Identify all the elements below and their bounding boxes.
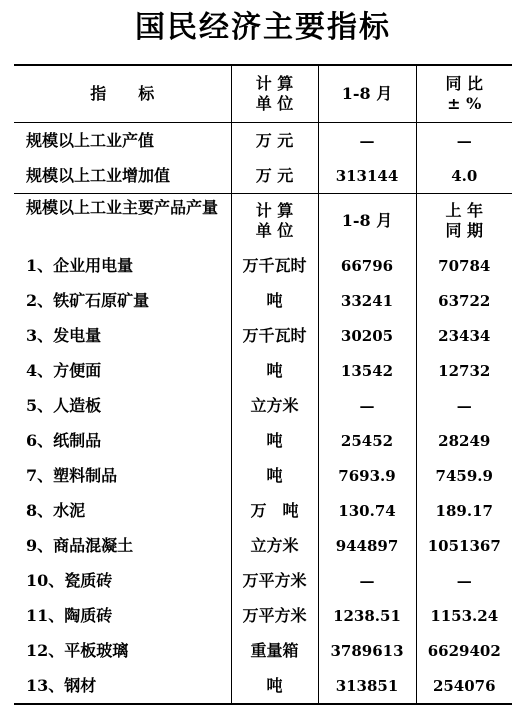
products-header-prev bbox=[416, 194, 512, 249]
table-header-row bbox=[14, 65, 512, 123]
product-name: 12、平板玻璃 bbox=[14, 633, 231, 668]
product-value: 130.74 bbox=[318, 493, 416, 528]
product-value: 13542 bbox=[318, 353, 416, 388]
header-yoy-line2: ± % bbox=[447, 94, 482, 113]
header-period: 1-8 月 bbox=[318, 65, 416, 123]
table-row bbox=[14, 563, 512, 598]
product-value: 1238.51 bbox=[318, 598, 416, 633]
table-row bbox=[14, 633, 512, 668]
product-unit: 立方米 bbox=[231, 528, 318, 563]
indicator-unit: 万 元 bbox=[231, 123, 318, 159]
summary-row bbox=[14, 158, 512, 194]
product-unit: 吨 bbox=[231, 423, 318, 458]
product-value: 7693.9 bbox=[318, 458, 416, 493]
product-value: 33241 bbox=[318, 283, 416, 318]
indicator-yoy: — bbox=[416, 123, 512, 159]
product-name: 1、企业用电量 bbox=[14, 248, 231, 283]
table-row bbox=[14, 493, 512, 528]
product-value: 30205 bbox=[318, 318, 416, 353]
product-value: 25452 bbox=[318, 423, 416, 458]
product-prev: 1051367 bbox=[427, 536, 501, 555]
product-prev: 23434 bbox=[438, 326, 491, 345]
product-name: 4、方便面 bbox=[14, 353, 231, 388]
product-prev: 70784 bbox=[438, 256, 491, 275]
products-header-name: 规模以上工业主要产品产量 bbox=[14, 194, 231, 249]
product-prev: 7459.9 bbox=[435, 466, 493, 485]
product-prev: 63722 bbox=[438, 291, 491, 310]
product-unit: 吨 bbox=[231, 353, 318, 388]
product-prev: — bbox=[456, 571, 472, 590]
products-header-unit-line1: 计 算 bbox=[255, 201, 294, 220]
indicator-name: 规模以上工业增加值 bbox=[14, 158, 231, 194]
indicator-value: 313144 bbox=[318, 158, 416, 194]
product-name: 13、钢材 bbox=[14, 668, 231, 704]
product-prev: — bbox=[456, 396, 472, 415]
product-value: 313851 bbox=[318, 668, 416, 704]
product-name: 8、水泥 bbox=[14, 493, 231, 528]
products-header-period: 1-8 月 bbox=[318, 194, 416, 249]
product-unit: 万平方米 bbox=[231, 563, 318, 598]
product-value: 66796 bbox=[318, 248, 416, 283]
header-unit-line1: 计 算 bbox=[255, 74, 294, 93]
product-value: 3789613 bbox=[318, 633, 416, 668]
product-unit: 万平方米 bbox=[231, 598, 318, 633]
product-unit: 吨 bbox=[231, 283, 318, 318]
product-value: — bbox=[318, 563, 416, 598]
product-name: 10、瓷质砖 bbox=[14, 563, 231, 598]
header-yoy bbox=[416, 65, 512, 123]
products-header-prev-line1: 上 年 bbox=[445, 201, 484, 220]
page-title: 国民经济主要指标 bbox=[135, 10, 391, 45]
indicator-name: 规模以上工业产值 bbox=[14, 123, 231, 159]
indicators-table bbox=[14, 64, 512, 705]
product-unit: 万 吨 bbox=[231, 493, 318, 528]
products-header-unit bbox=[231, 194, 318, 249]
product-unit: 万千瓦时 bbox=[231, 248, 318, 283]
header-unit bbox=[231, 65, 318, 123]
table-row bbox=[14, 528, 512, 563]
table-row bbox=[14, 248, 512, 283]
product-name: 2、铁矿石原矿量 bbox=[14, 283, 231, 318]
product-name: 7、塑料制品 bbox=[14, 458, 231, 493]
product-name: 6、纸制品 bbox=[14, 423, 231, 458]
table-row bbox=[14, 353, 512, 388]
table-row bbox=[14, 283, 512, 318]
product-unit: 立方米 bbox=[231, 388, 318, 423]
table-row bbox=[14, 318, 512, 353]
product-unit: 吨 bbox=[231, 458, 318, 493]
indicator-value: — bbox=[318, 123, 416, 159]
products-header-row bbox=[14, 194, 512, 249]
product-unit: 重量箱 bbox=[231, 633, 318, 668]
product-name: 9、商品混凝土 bbox=[14, 528, 231, 563]
product-prev: 12732 bbox=[438, 361, 491, 380]
summary-row bbox=[14, 123, 512, 159]
table-row bbox=[14, 668, 512, 704]
header-unit-line2: 单 位 bbox=[255, 94, 294, 113]
product-prev: 1153.24 bbox=[430, 606, 499, 625]
product-prev: 6629402 bbox=[427, 641, 501, 660]
product-name: 3、发电量 bbox=[14, 318, 231, 353]
header-yoy-line1: 同 比 bbox=[445, 74, 484, 93]
product-prev: 189.17 bbox=[435, 501, 493, 520]
table-row bbox=[14, 423, 512, 458]
table-row bbox=[14, 458, 512, 493]
header-indicator: 指 标 bbox=[14, 65, 231, 123]
table-row bbox=[14, 388, 512, 423]
product-value: — bbox=[318, 388, 416, 423]
product-value: 944897 bbox=[318, 528, 416, 563]
indicator-unit: 万 元 bbox=[231, 158, 318, 194]
products-header-prev-line2: 同 期 bbox=[445, 221, 484, 240]
product-name: 5、人造板 bbox=[14, 388, 231, 423]
product-unit: 万千瓦时 bbox=[231, 318, 318, 353]
products-header-unit-line2: 单 位 bbox=[255, 221, 294, 240]
product-unit: 吨 bbox=[231, 668, 318, 704]
product-prev: 28249 bbox=[438, 431, 491, 450]
indicator-yoy: 4.0 bbox=[451, 166, 478, 185]
table-row bbox=[14, 598, 512, 633]
product-name: 11、陶质砖 bbox=[14, 598, 231, 633]
product-prev: 254076 bbox=[416, 668, 512, 704]
